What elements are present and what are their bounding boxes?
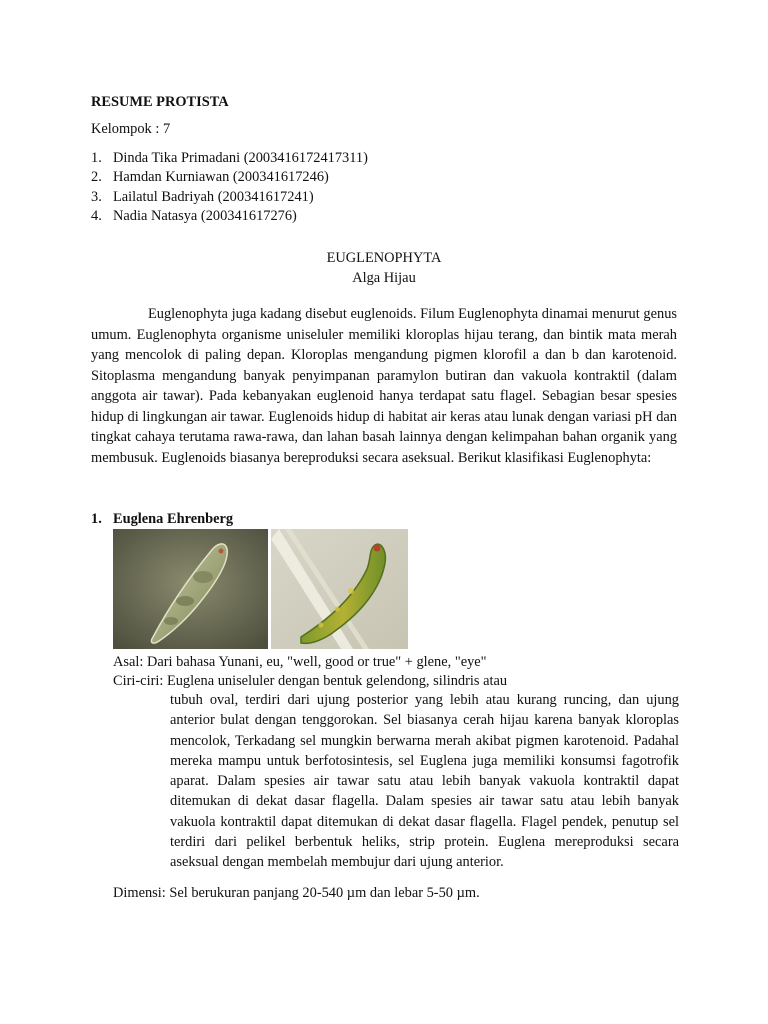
document-title: RESUME PROTISTA — [91, 94, 229, 110]
characteristics-text: tubuh oval, terdiri dari ujung posterior yang lebih atau kurang runcing, dan ujung anterior bulat dengan tenggorokan. Sel biasanya cerah hijau karena banyak kloroplas mencolok, Terkadang sel mungkin berwarna merah akibat pigmen karotenoid. Padahal mereka mampu untuk berfotosintesis, sel Euglena juga memiliki konsumsi fagotrofik aparat. Dalam spesies air tawar satu atau lebih banyak vakuola kontraktil dapat ditemukan di dekat dasar flagella. Dalam spesies air tawar satu atau lebih banyak vakuola kontraktil dapat ditemukan di dekat dasar flagella. Flagel pendek, penutup sel terdiri dari pelikel berbentuk heliks, strip protein. Euglena mereproduksi secara aseksual dengan membelah membujur dari ujung anterior. — [170, 692, 679, 871]
member-item — [91, 148, 368, 168]
dimension-line: Dimensi: Sel berukuran panjang 20-540 µm dan lebar 5-50 µm. — [113, 885, 480, 901]
euglena-micrograph-1 — [113, 529, 268, 649]
group-label: Kelompok : 7 — [91, 121, 171, 137]
member-item — [91, 167, 329, 187]
section-subtitle: Alga Hijau — [352, 270, 416, 286]
member-number: 1. — [91, 150, 102, 166]
item-number: 1. — [91, 511, 102, 527]
item-heading — [91, 509, 233, 529]
euglena-micrograph-2 — [271, 529, 408, 649]
origin-line: Asal: Dari bahasa Yunani, eu, "well, good or true" + glene, "eye" — [113, 654, 487, 670]
characteristics-line: Ciri-ciri: Euglena uniseluler dengan bentuk gelendong, silindris atau — [113, 673, 508, 689]
characteristics-paragraph — [170, 690, 679, 873]
member-name: Lailatul Badriyah (200341617241) — [113, 189, 314, 205]
intro-paragraph-text: Euglenophyta juga kadang disebut euglenoids. Filum Euglenophyta dinamai menurut genus umum. Euglenophyta organisme uniseluler memiliki kloroplas hijau terang, dan bintik mata merah yang mencolok di paling depan. Kloroplas mengandung pigmen klorofil a dan b dan karotenoid. Sitoplasma mengandung banyak penyimpanan paramylon butiran dan vakuola kontraktil (dalam anggota air tawar). Pada kebanyakan euglenoid hanya terdapat satu flagel. Sebagian besar spesies hidup di lingkungan air tawar. Euglenoids hidup di habitat air keras atau lunak dengan variasi pH dan tingkat cahaya terutama rawa-rawa, dan lahan basah lainnya dengan kelimpahan bahan organik yang membusuk. Euglenoids biasanya bereproduksi secara aseksual. Berikut klasifikasi Euglenophyta: — [91, 306, 677, 466]
member-number: 3. — [91, 189, 102, 205]
intro-paragraph — [91, 304, 677, 468]
member-item — [91, 206, 297, 226]
member-name: Dinda Tika Primadani (2003416172417311) — [113, 150, 368, 166]
section-title: EUGLENOPHYTA — [326, 250, 442, 266]
member-name: Hamdan Kurniawan (200341617246) — [113, 169, 329, 185]
member-item — [91, 187, 314, 207]
member-number: 2. — [91, 169, 102, 185]
item-heading-text: Euglena Ehrenberg — [113, 511, 234, 527]
member-name: Nadia Natasya (200341617276) — [113, 208, 297, 224]
member-number: 4. — [91, 208, 102, 224]
